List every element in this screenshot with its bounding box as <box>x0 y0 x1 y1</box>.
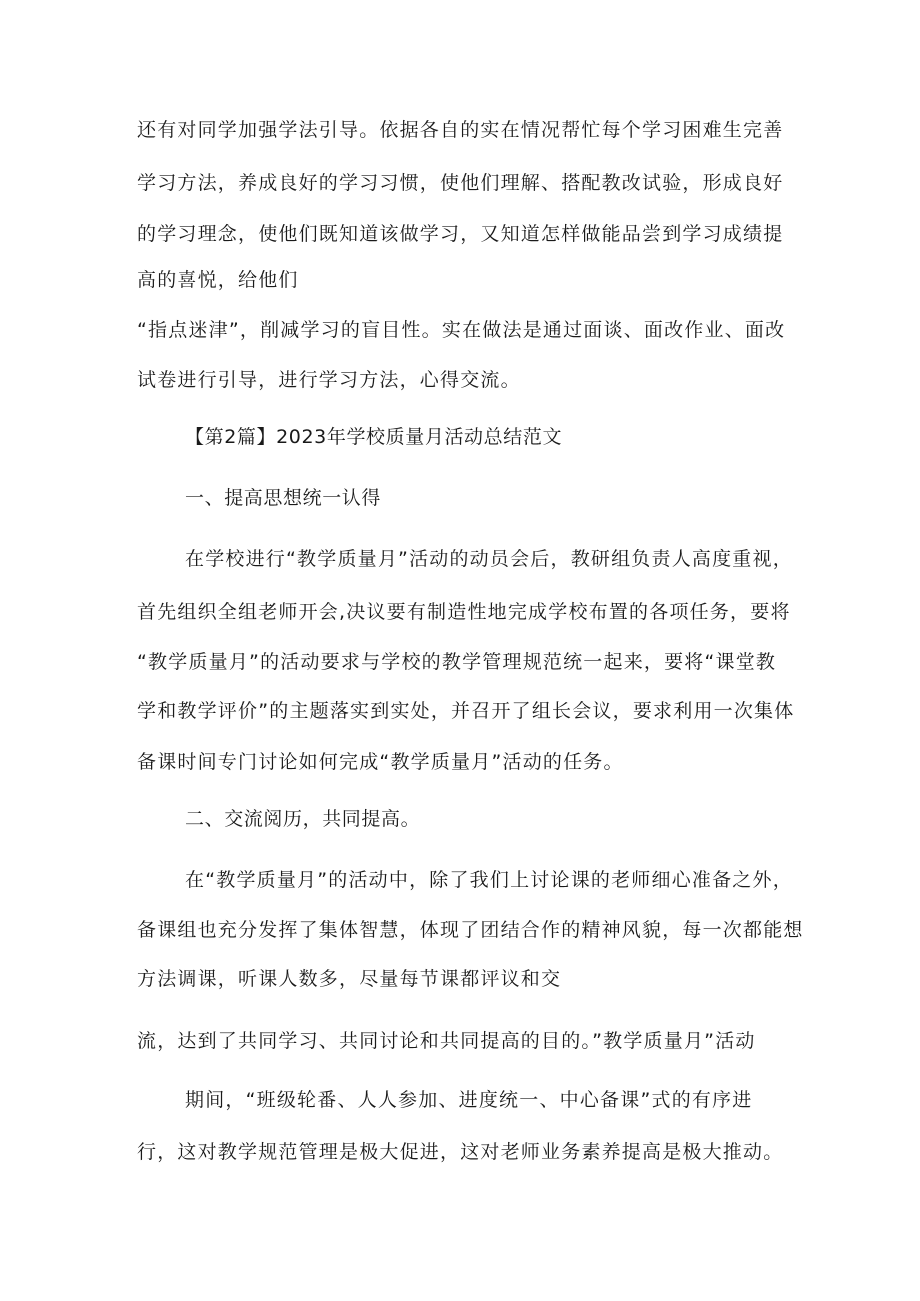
paragraph-line: “教学质量月”的活动要求与学校的教学管理规范统一起来，要将“课堂教 <box>137 651 777 673</box>
paragraph-line: 方法调课，听课人数多，尽量每节课都评议和交 <box>137 968 562 990</box>
paragraph-line: 学习方法，养成良好的学习习惯，使他们理解、搭配教改试验，形成良好 <box>137 172 784 194</box>
paragraph-line: 首先组织全组老师开会,决议要有制造性地完成学校布置的各项任务，要将 <box>137 601 791 623</box>
section-title: 【第2篇】2023年学校质量月活动总结范文 <box>185 426 563 448</box>
paragraph-line: 流，达到了共同学习、共同讨论和共同提高的目的。”教学质量月”活动 <box>137 1030 756 1052</box>
section-heading: 二、交流阅历，共同提高。 <box>185 808 421 830</box>
paragraph-line: 行，这对教学规范管理是极大促进，这对老师业务素养提高是极大推动。 <box>137 1141 784 1163</box>
paragraph-line: 高的喜悦，给他们 <box>137 269 299 291</box>
paragraph-line: “指点迷津”，削减学习的盲目性。实在做法是通过面谈、面改作业、面改 <box>137 319 786 341</box>
paragraph-line: 的学习理念，使他们既知道该做学习，又知道怎样做能品尝到学习成绩提 <box>137 223 784 245</box>
paragraph-line: 在“教学质量月”的活动中，除了我们上讨论课的老师细心准备之外， <box>185 869 793 891</box>
paragraph-line: 试卷进行引导，进行学习方法，心得交流。 <box>137 369 521 391</box>
paragraph-line: 期间，“班级轮番、人人参加、进度统一、中心备课”式的有序进 <box>185 1089 753 1111</box>
paragraph-line: 在学校进行“教学质量月”活动的动员会后，教研组负责人高度重视， <box>185 548 793 570</box>
paragraph-line: 备课组也充分发挥了集体智慧，体现了团结合作的精神风貌，每一次都能想 <box>137 919 804 941</box>
section-heading: 一、提高思想统一认得 <box>185 487 382 509</box>
paragraph-line: 学和教学评价”的主题落实到实处，并召开了组长会议，要求利用一次集体 <box>137 700 795 722</box>
paragraph-line: 还有对同学加强学法引导。依据各自的实在情况帮忙每个学习困难生完善 <box>137 119 784 141</box>
paragraph-line: 备课时间专门讨论如何完成“教学质量月”活动的任务。 <box>137 751 624 773</box>
